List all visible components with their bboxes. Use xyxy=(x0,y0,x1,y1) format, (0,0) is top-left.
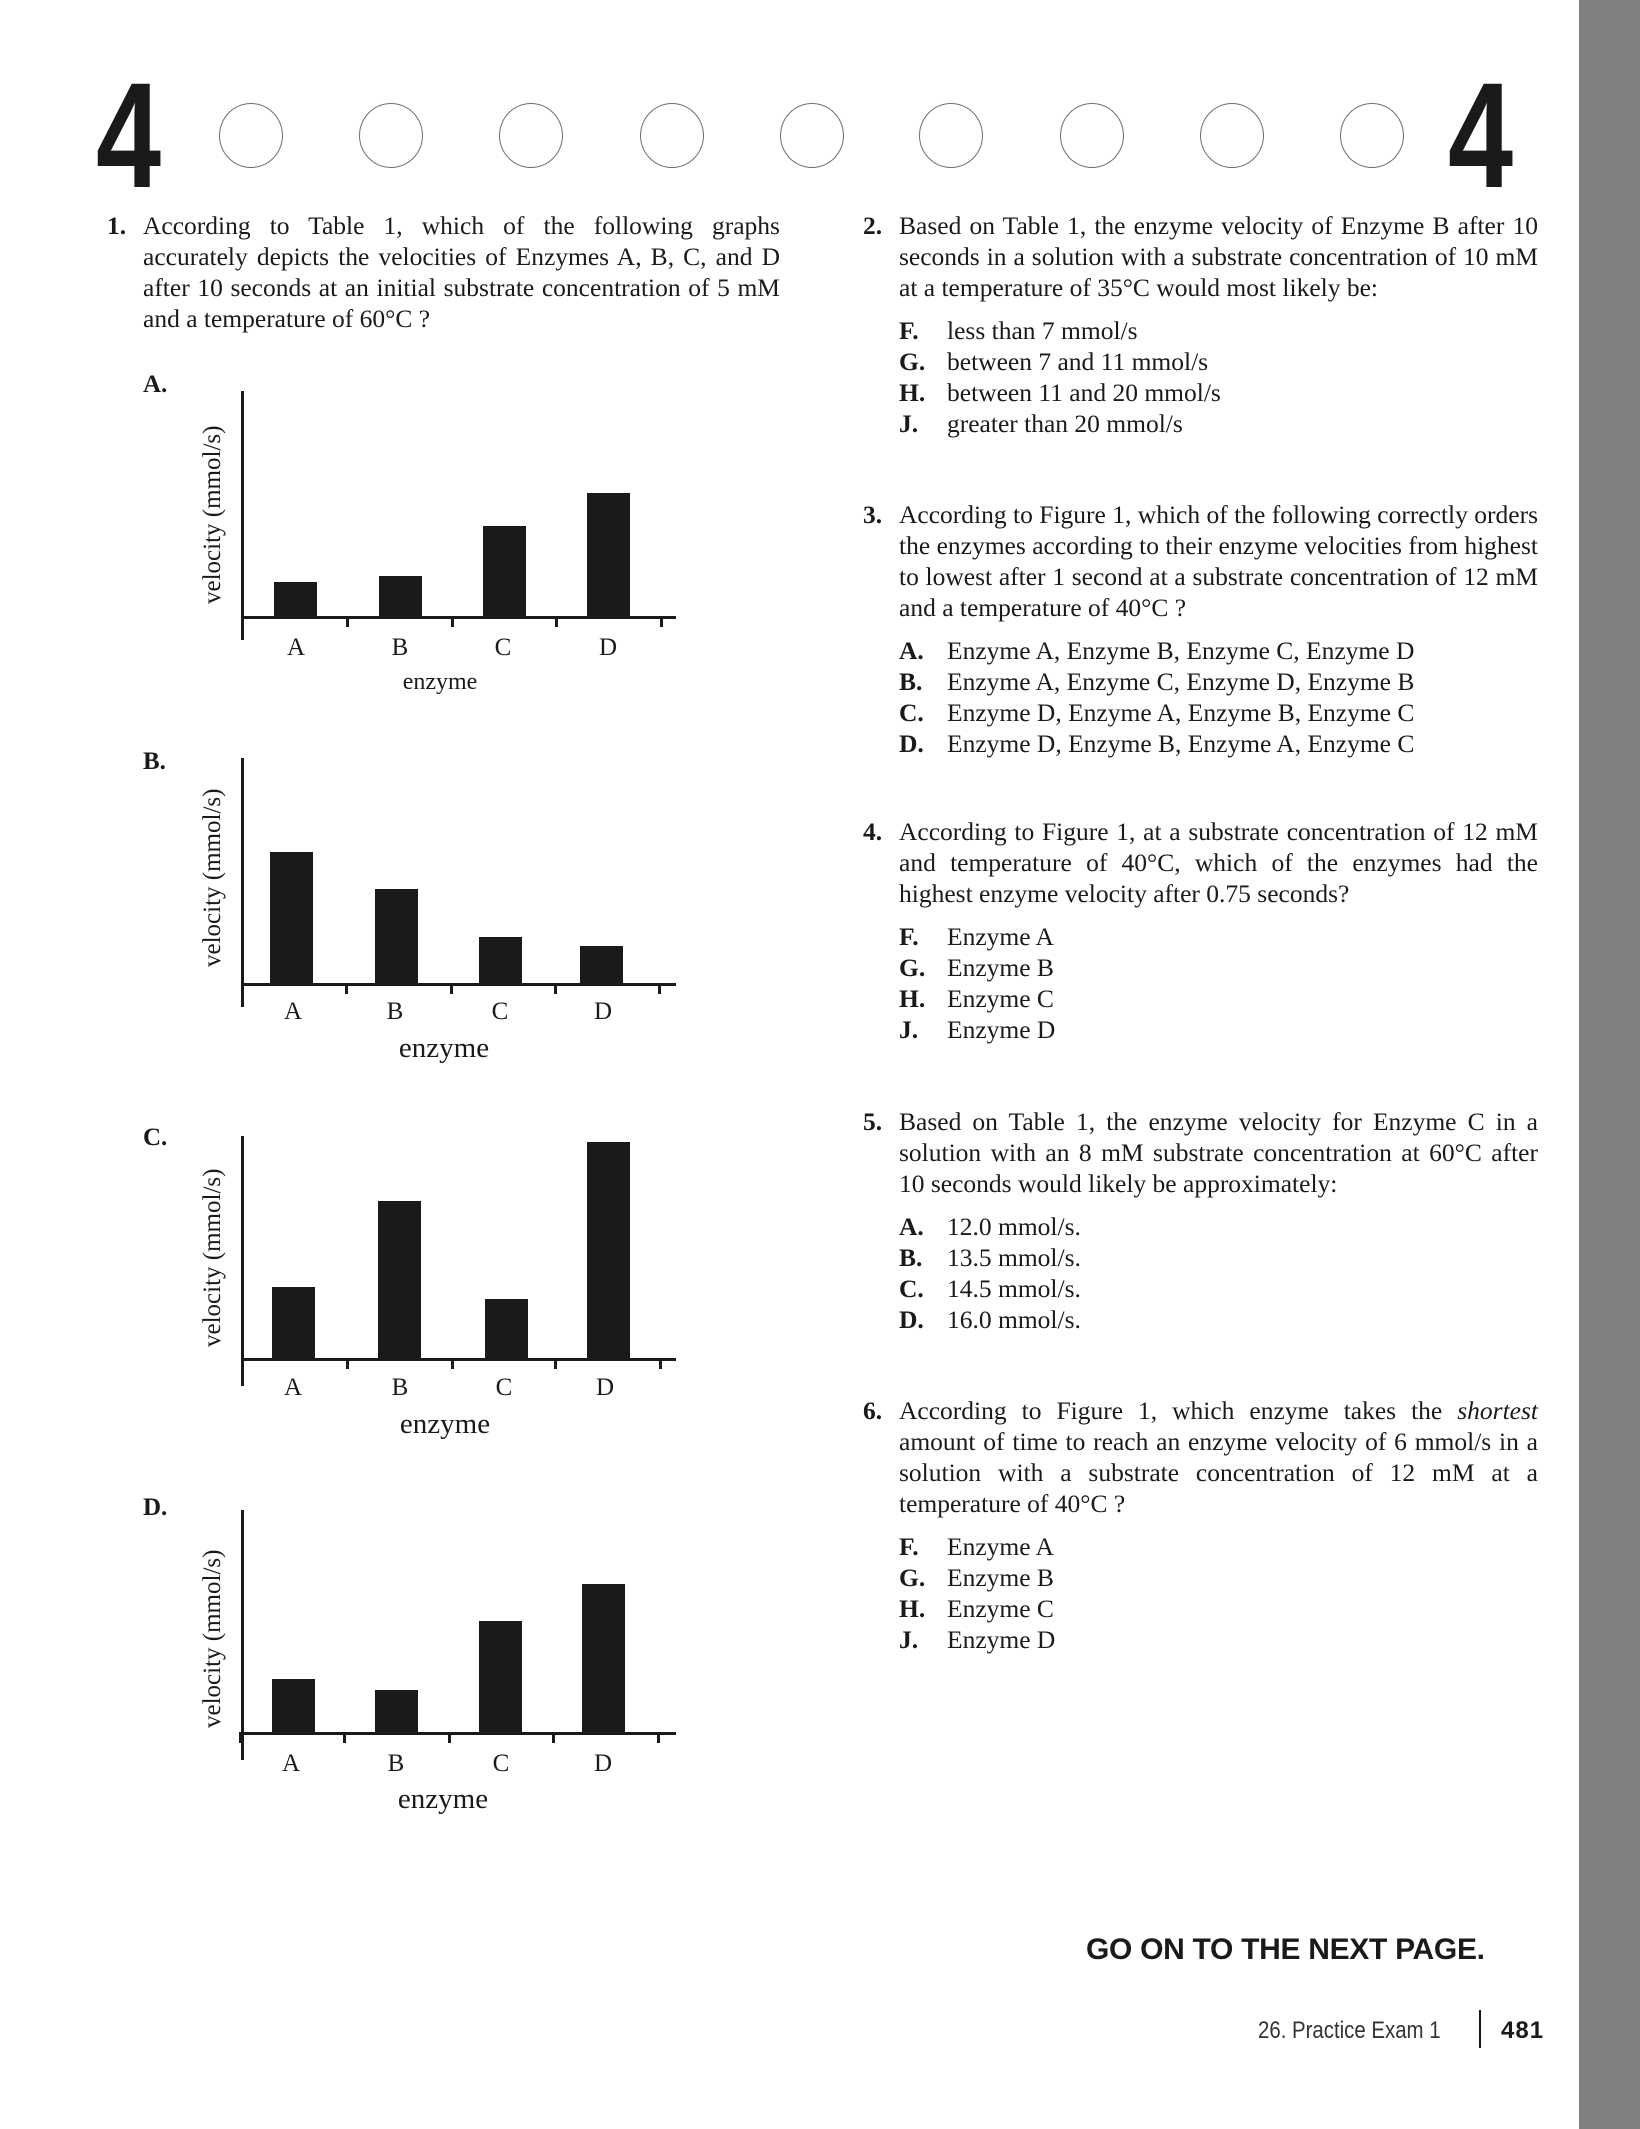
option-label-c: C. xyxy=(143,1124,168,1151)
bar-enzyme-b xyxy=(378,1201,421,1358)
x-tick-label: C xyxy=(494,634,512,661)
option-letter: F. xyxy=(899,922,919,951)
question-1 xyxy=(107,210,780,334)
bar-enzyme-b xyxy=(379,576,422,617)
bar-enzyme-c xyxy=(485,1299,528,1358)
option-letter: J. xyxy=(899,409,919,438)
answer-options xyxy=(899,635,1538,759)
bar-enzyme-d xyxy=(587,493,630,617)
x-tick-label: D xyxy=(595,1374,615,1401)
bar-enzyme-d xyxy=(587,1142,630,1358)
answer-option-d[interactable] xyxy=(899,728,1538,759)
answer-option-a[interactable] xyxy=(899,1211,1538,1242)
bar-enzyme-a xyxy=(274,582,317,617)
answer-option-j[interactable] xyxy=(899,1624,1538,1655)
option-text: Enzyme D xyxy=(947,1015,1056,1044)
x-tick xyxy=(554,983,557,994)
x-axis-label: enzyme xyxy=(399,1408,491,1440)
bar-chart-d xyxy=(140,1480,700,1820)
x-tick-label: C xyxy=(491,998,509,1025)
y-axis xyxy=(241,391,244,640)
option-letter: H. xyxy=(899,1594,926,1623)
section-number-left: 4 xyxy=(96,51,162,219)
answer-option-g[interactable] xyxy=(899,346,1538,377)
x-tick xyxy=(554,1358,557,1369)
option-text: Enzyme A xyxy=(947,922,1054,951)
y-axis-label: velocity (mmol/s) xyxy=(199,1549,226,1728)
option-letter: A. xyxy=(899,1212,924,1241)
bar-enzyme-b xyxy=(375,1690,418,1732)
y-axis xyxy=(241,1136,244,1386)
question-5 xyxy=(863,1106,1538,1335)
oval-decoration xyxy=(499,103,563,168)
y-axis-label: velocity (mmol/s) xyxy=(199,1168,226,1347)
x-tick xyxy=(345,983,348,994)
option-letter: J. xyxy=(899,1015,919,1044)
question-3 xyxy=(863,499,1538,759)
x-axis-label: enzyme xyxy=(402,669,478,695)
answer-option-f[interactable] xyxy=(899,921,1538,952)
bar-enzyme-c xyxy=(483,526,526,617)
option-letter: G. xyxy=(899,1563,926,1592)
y-axis-label: velocity (mmol/s) xyxy=(199,425,226,604)
oval-decoration xyxy=(640,103,704,168)
option-letter: A. xyxy=(899,636,924,665)
option-text: Enzyme D xyxy=(947,1625,1056,1654)
oval-decoration xyxy=(359,103,423,168)
y-axis xyxy=(241,1510,244,1760)
oval-decoration xyxy=(1340,103,1404,168)
x-tick-label: D xyxy=(593,1750,613,1777)
chapter-title: 26. Practice Exam 1 xyxy=(1258,2017,1441,2044)
question-number: 3. xyxy=(863,500,883,529)
option-text: between 11 and 20 mmol/s xyxy=(947,378,1221,407)
answer-options xyxy=(899,921,1538,1045)
x-tick xyxy=(658,983,661,994)
bar-enzyme-a xyxy=(272,1679,315,1732)
oval-decoration xyxy=(219,103,283,168)
bar-chart-b xyxy=(140,740,700,1080)
option-text: Enzyme C xyxy=(947,984,1054,1013)
bar-enzyme-c xyxy=(479,1621,522,1732)
option-letter: C. xyxy=(899,1274,924,1303)
question-stem: Based on Table 1, the enzyme velocity of Enzyme B after 10 seconds in a solution with a substrate concentration of 10 mM at a temperature of 35°C would most likely be: xyxy=(899,211,1538,302)
option-text: Enzyme A, Enzyme C, Enzyme D, Enzyme B xyxy=(947,667,1415,696)
option-text: Enzyme C xyxy=(947,1594,1054,1623)
x-tick xyxy=(552,1732,555,1743)
x-axis xyxy=(239,1732,676,1735)
answer-option-f[interactable] xyxy=(899,315,1538,346)
option-letter: D. xyxy=(899,1305,924,1334)
question-number: 2. xyxy=(863,211,883,240)
answer-option-h[interactable] xyxy=(899,377,1538,408)
x-tick-label: A xyxy=(283,998,303,1025)
x-tick xyxy=(659,1358,662,1369)
y-axis xyxy=(241,758,244,1007)
answer-option-b[interactable] xyxy=(899,666,1538,697)
x-axis-label: enzyme xyxy=(398,1032,490,1064)
option-text: 16.0 mmol/s. xyxy=(947,1305,1081,1334)
x-axis-label: enzyme xyxy=(397,1783,489,1815)
option-letter: J. xyxy=(899,1625,919,1654)
bar-enzyme-a xyxy=(270,852,313,983)
answer-option-g[interactable] xyxy=(899,952,1538,983)
x-tick xyxy=(239,1732,242,1743)
option-letter: B. xyxy=(899,667,923,696)
bar-enzyme-d xyxy=(580,946,623,983)
x-tick-label: B xyxy=(387,1750,405,1777)
answer-option-c[interactable] xyxy=(899,697,1538,728)
question-number: 1. xyxy=(107,211,127,240)
option-label-d: D. xyxy=(143,1494,168,1521)
option-text: greater than 20 mmol/s xyxy=(947,409,1183,438)
answer-option-h[interactable] xyxy=(899,1593,1538,1624)
answer-options xyxy=(899,1531,1538,1655)
x-tick xyxy=(241,616,244,627)
answer-option-g[interactable] xyxy=(899,1562,1538,1593)
option-text: Enzyme D, Enzyme A, Enzyme B, Enzyme C xyxy=(947,698,1415,727)
answer-option-a[interactable] xyxy=(899,635,1538,666)
question-stem: Based on Table 1, the enzyme velocity for Enzyme C in a solution with an 8 mM substrate concentration at 60°C after 10 seconds would likely be approximately: xyxy=(899,1107,1538,1198)
x-tick xyxy=(555,616,558,627)
option-letter: B. xyxy=(899,1243,923,1272)
x-tick-label: A xyxy=(283,1374,303,1401)
answer-option-f[interactable] xyxy=(899,1531,1538,1562)
option-text: Enzyme A xyxy=(947,1532,1054,1561)
stem-text: amount of time to reach an enzyme velocity of 6 mmol/s in a solution with a substrate concentration of 12 mM at a temperature of 40°C ? xyxy=(899,1427,1538,1518)
option-letter: H. xyxy=(899,984,926,1013)
answer-option-c[interactable] xyxy=(899,1273,1538,1304)
x-tick xyxy=(451,1358,454,1369)
question-2 xyxy=(863,210,1538,439)
option-text: Enzyme B xyxy=(947,953,1054,982)
x-tick-label: D xyxy=(593,998,613,1025)
option-letter: F. xyxy=(899,316,919,345)
oval-decoration xyxy=(780,103,844,168)
option-letter: H. xyxy=(899,378,926,407)
x-tick-label: C xyxy=(492,1750,510,1777)
x-tick xyxy=(657,1732,660,1743)
option-letter: G. xyxy=(899,953,926,982)
oval-decoration xyxy=(919,103,983,168)
question-number: 5. xyxy=(863,1107,883,1136)
option-letter: D. xyxy=(899,729,924,758)
bar-enzyme-c xyxy=(479,937,522,983)
bar-enzyme-a xyxy=(272,1287,315,1358)
option-text: Enzyme D, Enzyme B, Enzyme A, Enzyme C xyxy=(947,729,1415,758)
answer-option-h[interactable] xyxy=(899,983,1538,1014)
answer-option-b[interactable] xyxy=(899,1242,1538,1273)
option-letter: C. xyxy=(899,698,924,727)
x-tick xyxy=(346,1358,349,1369)
question-stem: According to Table 1, which of the following graphs accurately depicts the velocities of Enzymes A, B, C, and D after 10 seconds at an initial substrate concentration of 5 mM and a temperature of 60°C ? xyxy=(143,211,780,333)
x-tick xyxy=(241,983,244,994)
option-text: Enzyme B xyxy=(947,1563,1054,1592)
option-text: less than 7 mmol/s xyxy=(947,316,1138,345)
option-letter: F. xyxy=(899,1532,919,1561)
bar-chart-c xyxy=(140,1110,700,1450)
x-axis xyxy=(241,1358,676,1361)
page-number: 481 xyxy=(1501,2017,1545,2044)
stem-text: According to Figure 1, which enzyme takes the xyxy=(899,1396,1458,1425)
answer-options xyxy=(899,315,1538,439)
x-tick-label: A xyxy=(286,634,306,661)
bar-enzyme-b xyxy=(375,889,418,983)
question-stem: According to Figure 1, which of the following correctly orders the enzymes according to their enzyme velocities from highest to lowest after 1 second at a substrate concentration of 12 mM and a temperature of 40°C ? xyxy=(899,500,1538,622)
question-stem: According to Figure 1, at a substrate concentration of 12 mM and temperature of 40°C, which of the enzymes had the highest enzyme velocity after 0.75 seconds? xyxy=(899,817,1538,908)
option-text: 12.0 mmol/s. xyxy=(947,1212,1081,1241)
page-edge-tab xyxy=(1579,0,1640,2129)
x-tick xyxy=(451,616,454,627)
option-text: 13.5 mmol/s. xyxy=(947,1243,1081,1272)
bar-chart-a xyxy=(140,370,700,710)
answer-option-d[interactable] xyxy=(899,1304,1538,1335)
option-text: Enzyme A, Enzyme B, Enzyme C, Enzyme D xyxy=(947,636,1415,665)
x-tick xyxy=(343,1732,346,1743)
option-letter: G. xyxy=(899,347,926,376)
x-tick-label: D xyxy=(598,634,618,661)
option-label-b: B. xyxy=(143,748,166,775)
footer-divider xyxy=(1479,2010,1481,2048)
x-tick-label: A xyxy=(281,1750,301,1777)
oval-decoration xyxy=(1200,103,1264,168)
option-label-a: A. xyxy=(143,371,168,398)
question-stem xyxy=(899,1395,1538,1519)
answer-options xyxy=(899,1211,1538,1335)
answer-option-j[interactable] xyxy=(899,1014,1538,1045)
question-6 xyxy=(863,1395,1538,1655)
x-tick xyxy=(346,616,349,627)
x-tick xyxy=(450,983,453,994)
option-text: 14.5 mmol/s. xyxy=(947,1274,1081,1303)
oval-decoration xyxy=(1060,103,1124,168)
question-number: 6. xyxy=(863,1396,883,1425)
x-tick-label: B xyxy=(386,998,404,1025)
go-on-notice: GO ON TO THE NEXT PAGE. xyxy=(1086,1933,1485,1966)
x-axis xyxy=(241,983,676,986)
x-tick-label: C xyxy=(495,1374,513,1401)
option-text: between 7 and 11 mmol/s xyxy=(947,347,1209,376)
x-tick-label: B xyxy=(391,634,409,661)
x-tick-label: B xyxy=(391,1374,409,1401)
question-4 xyxy=(863,816,1538,1045)
answer-option-j[interactable] xyxy=(899,408,1538,439)
x-tick xyxy=(660,616,663,627)
bar-enzyme-d xyxy=(582,1584,625,1732)
x-tick xyxy=(448,1732,451,1743)
x-tick xyxy=(241,1358,244,1369)
section-number-right: 4 xyxy=(1448,51,1514,219)
stem-emphasis: shortest xyxy=(1457,1396,1538,1425)
y-axis-label: velocity (mmol/s) xyxy=(199,788,226,967)
question-number: 4. xyxy=(863,817,883,846)
